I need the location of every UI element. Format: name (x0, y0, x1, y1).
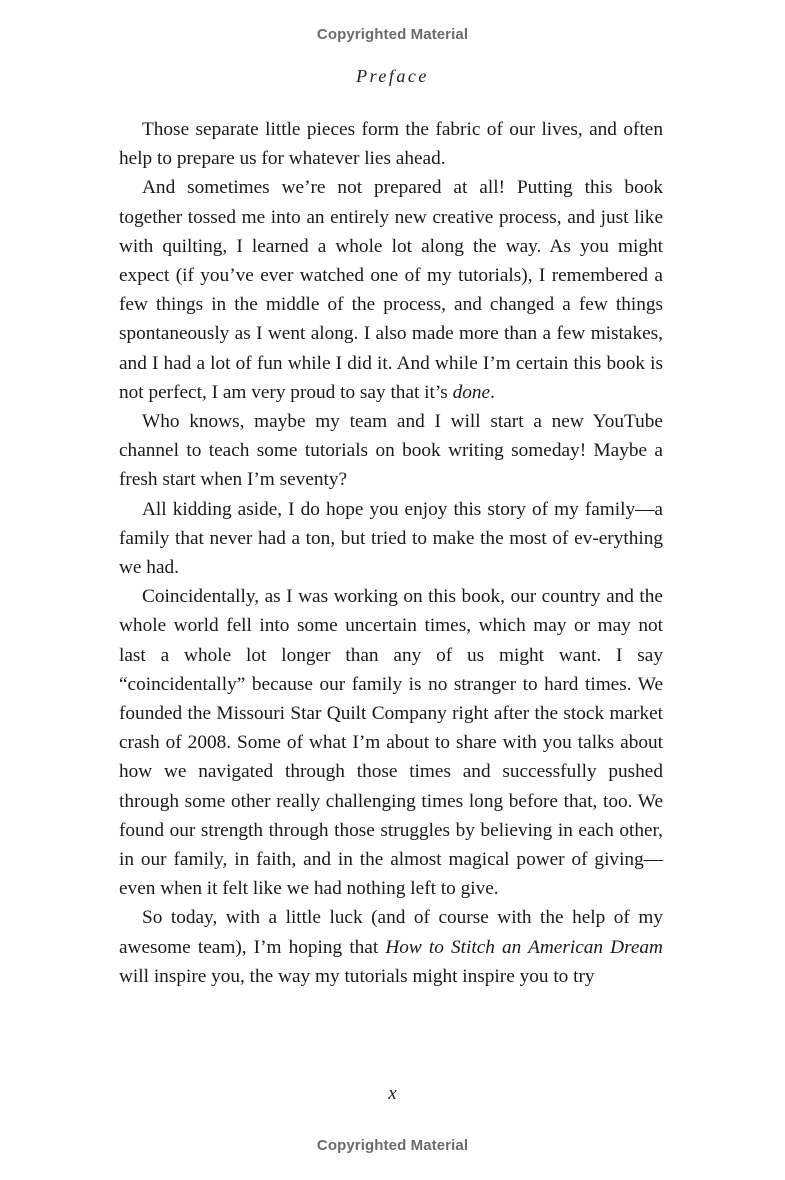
book-title-emphasis: How to Stitch an American Dream (385, 936, 663, 958)
paragraph-2-after: . (490, 381, 495, 403)
paragraph-4-text: All kidding aside, I do hope you enjoy this story of my family—a family that never had a ton, but tried to make the most of ev-erything we had. (119, 498, 663, 579)
paragraph-6 (119, 903, 663, 991)
paragraph-3-text: Who knows, maybe my team and I will start a new YouTube channel to teach some tutorials on book writing someday! Maybe a fresh start when I’m seventy? (119, 411, 663, 491)
body-text (119, 115, 663, 991)
page-number: x (388, 1083, 397, 1104)
paragraph-3 (119, 407, 663, 495)
paragraph-5-text: Coincidentally, as I was working on this book, our country and the whole world fell into some uncertain times, which may or may not last a whole lot longer than any of us might want. I say “coincidentally” because our family is no stranger to hard times. We founded the Missouri Star Quilt Company right after the stock market crash of 2008. Some of what I’m about to share with you talks about how we navigated through those times and successfully pushed through some other really challenging times long before that, too. We found our strength through those struggles by believing in each other, in our family, in faith, and in the almost magical power of giving—even when it felt like we had nothing left to give. (119, 586, 663, 900)
copyright-watermark-bottom: Copyrighted Material (316, 1137, 469, 1154)
paragraph-6-text: So today, with a little luck (and of course with the help of my awesome team), I’m hoping that (119, 907, 663, 958)
paragraph-6-after: will inspire you, the way my tutorials might inspire you to try (119, 965, 595, 987)
copyright-watermark-top: Copyrighted Material (316, 26, 469, 43)
paragraph-2-emphasis: done (452, 381, 491, 403)
paragraph-2-text: And sometimes we’re not prepared at all! Putting this book together tossed me into an entirely new creative process, and just like with quilting, I learned a whole lot along the way. As you might expect (if you’ve ever watched one of my tutorials), I remembered a few things in the middle of the process, and changed a few things spontaneously as I went along. I also made more than a few mistakes, and I had a lot of fun while I did it. And while I’m certain this book is not perfect, I am very proud to say that it’s (119, 177, 663, 403)
paragraph-1 (119, 115, 663, 173)
paragraph-4 (119, 495, 663, 583)
paragraph-2 (119, 173, 663, 407)
paragraph-1-text: Those separate little pieces form the fabric of our lives, and often help to prepare us for whatever lies ahead. (119, 119, 663, 170)
paragraph-5 (119, 582, 663, 903)
running-head: Preface (356, 66, 429, 86)
